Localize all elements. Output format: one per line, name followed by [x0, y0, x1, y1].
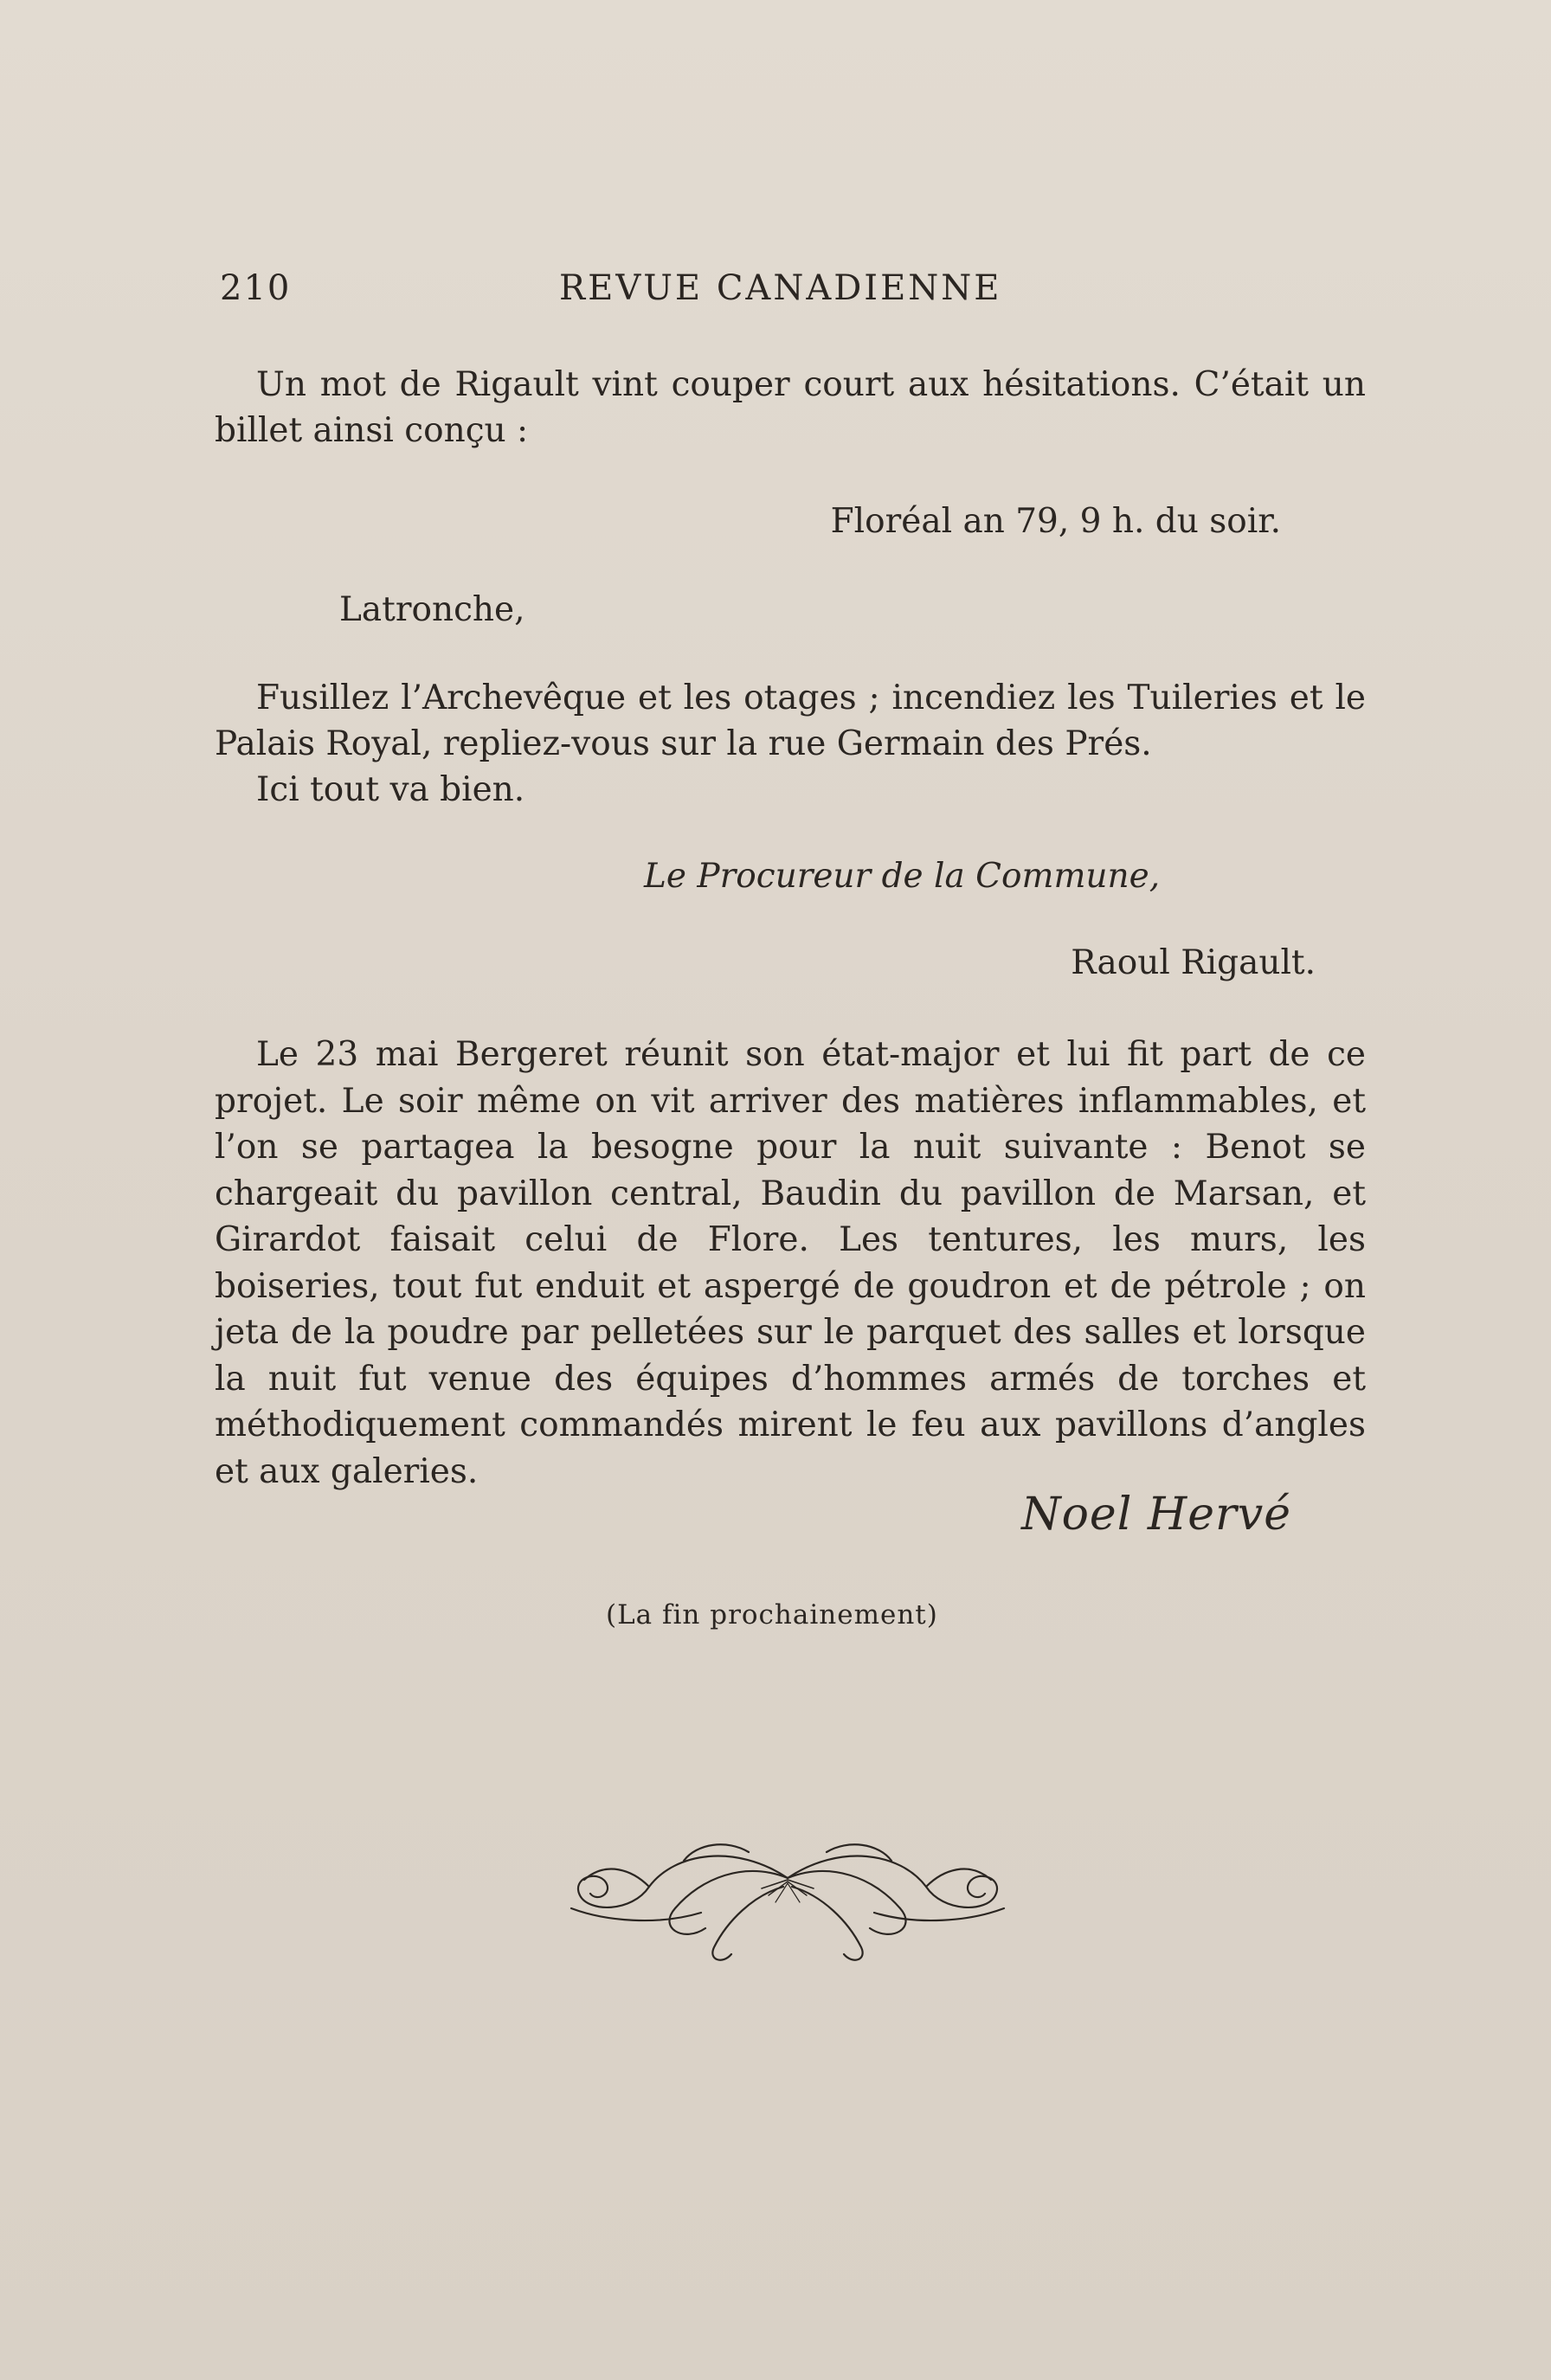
main-paragraph: Le 23 mai Bergeret réunit son état-major et lui fit part de ce projet. Le soir même on vit arriver des matières inflammables, et l’on se partagea la besogne pour la nuit suivante : Benot se chargeait du pavillon central, Baudin du pavillon de Marsan, et Girardot faisait celui de Flore. Les tentures, les murs, les boiseries, tout fut enduit et aspergé de goudron et de pétrole ; on jeta de la poudre par pelletées sur le parquet des salles et lorsque la nuit fut venue des équipes d’hommes armés de torches et méthodiquement commandés mirent le feu aux pavillons d’angles et aux galeries. [215, 1035, 1366, 1491]
author-signature: Noel Hervé [1021, 1489, 1291, 1541]
letter-dateline: Floréal an 79, 9 h. du soir. [830, 502, 1281, 541]
intro-paragraph: Un mot de Rigault vint couper court aux hésitations. C’était un billet ainsi conçu : [215, 365, 1366, 450]
continued-note: (La fin prochainement) [606, 1599, 938, 1631]
page-header [220, 268, 1362, 320]
letter-closing-line [215, 767, 1366, 813]
letter-signature-title: Le Procureur de la Commune, [644, 857, 1161, 896]
running-title: REVUE CANADIENNE [559, 268, 1002, 308]
letter-salutation: Latronche, [339, 590, 525, 629]
page-number: 210 [220, 268, 292, 308]
letter-body: Fusillez l’Archevêque et les otages ; incendiez les Tuileries et le Palais Royal, repliez-vous sur la rue Germain des Prés. [215, 679, 1366, 763]
flourish-ornament-icon [554, 1826, 1021, 1982]
letter-signature-name: Raoul Rigault. [1071, 943, 1316, 982]
letter-closing: Ici tout va bien. [256, 770, 525, 809]
